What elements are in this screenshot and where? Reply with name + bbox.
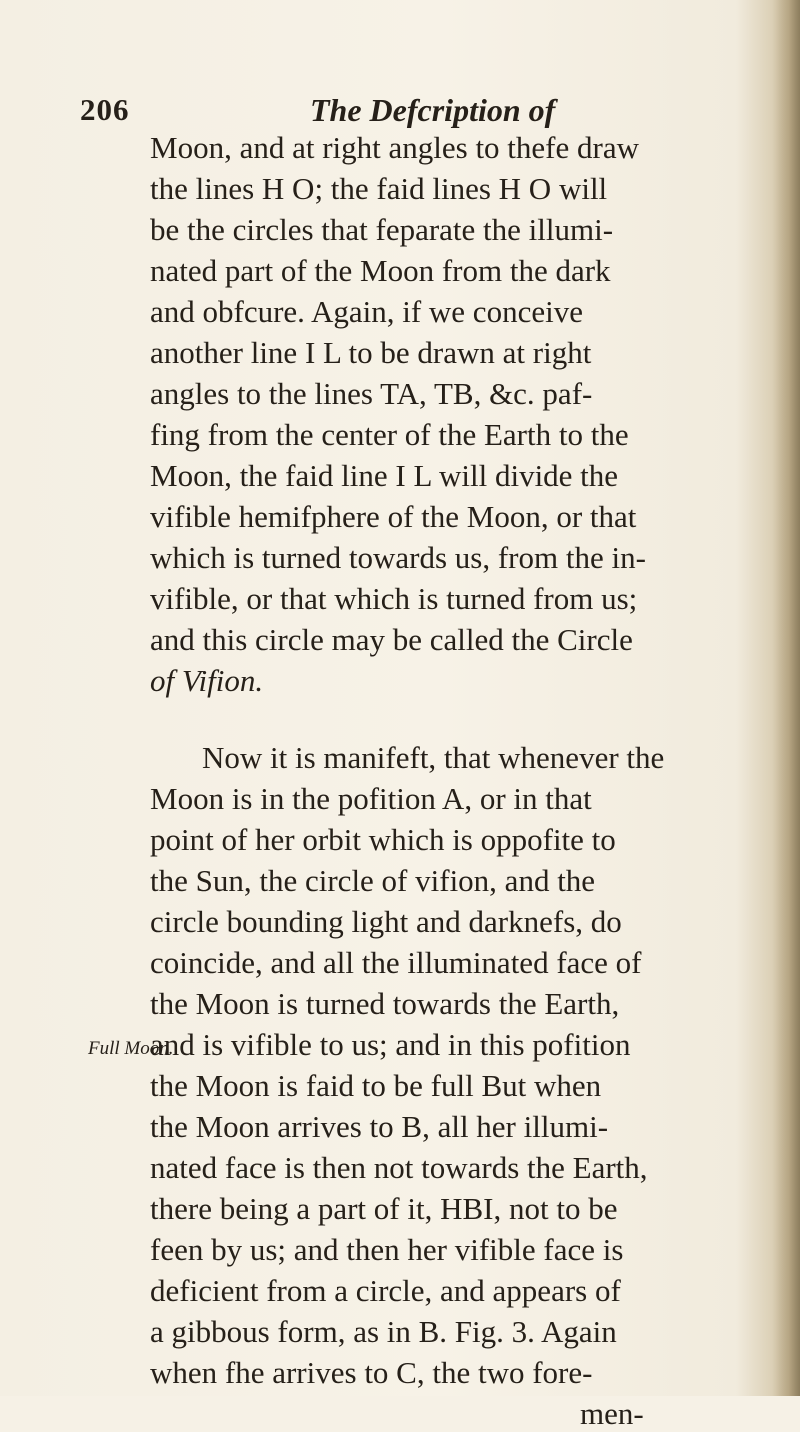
text-line: angles to the lines TA, TB, &c. paf- — [150, 376, 593, 411]
text-line: Moon, and at right angles to thefe draw — [150, 130, 639, 165]
text-line: Now it is manifeft, that whenever the — [202, 740, 665, 775]
page-header — [0, 92, 800, 132]
text-line: and this circle may be called the Circle — [150, 622, 633, 657]
catchword: men- — [580, 1396, 644, 1431]
page-number: 206 — [80, 92, 130, 127]
text-line: of Vifion. — [150, 663, 264, 698]
running-title: The Defcription of — [310, 92, 556, 128]
text-line: the Moon arrives to B, all her illumi- — [150, 1109, 609, 1144]
text-line: coincide, and all the illuminated face of — [150, 945, 642, 980]
page-edge-shadow — [772, 0, 800, 1396]
text-line: the Sun, the circle of vifion, and the — [150, 863, 596, 898]
text-line: nated part of the Moon from the dark — [150, 253, 611, 288]
margin-note-full-moon: Full Moon. — [88, 1038, 174, 1059]
text-line: vifible hemifphere of the Moon, or that — [150, 499, 637, 534]
text-line: feen by us; and then her vifible face is — [150, 1232, 624, 1267]
text-line: and is vifible to us; and in this pofition — [150, 1027, 631, 1062]
text-line: the lines H O; the faid lines H O will — [150, 171, 608, 206]
text-line: when fhe arrives to C, the two fore- — [150, 1355, 593, 1390]
text-line: nated face is then not towards the Earth, — [150, 1150, 648, 1185]
text-line: there being a part of it, HBI, not to be — [150, 1191, 618, 1226]
text-line: which is turned towards us, from the in- — [150, 540, 646, 575]
text-line: deficient from a circle, and appears of — [150, 1273, 621, 1308]
text-line: vifible, or that which is turned from us; — [150, 581, 638, 616]
text-line: the Moon is faid to be full But when — [150, 1068, 602, 1103]
text-line: a gibbous form, as in B. Fig. 3. Again — [150, 1314, 617, 1349]
text-line: Moon is in the pofition A, or in that — [150, 781, 592, 816]
text-line: Moon, the faid line I L will divide the — [150, 458, 619, 493]
text-line: circle bounding light and darknefs, do — [150, 904, 622, 939]
text-line: fing from the center of the Earth to the — [150, 417, 629, 452]
text-line: the Moon is turned towards the Earth, — [150, 986, 620, 1021]
text-line: be the circles that feparate the illumi- — [150, 212, 614, 247]
text-line: another line I L to be drawn at right — [150, 335, 592, 370]
text-line: and obfcure. Again, if we conceive — [150, 294, 583, 329]
text-line: point of her orbit which is oppofite to — [150, 822, 616, 857]
